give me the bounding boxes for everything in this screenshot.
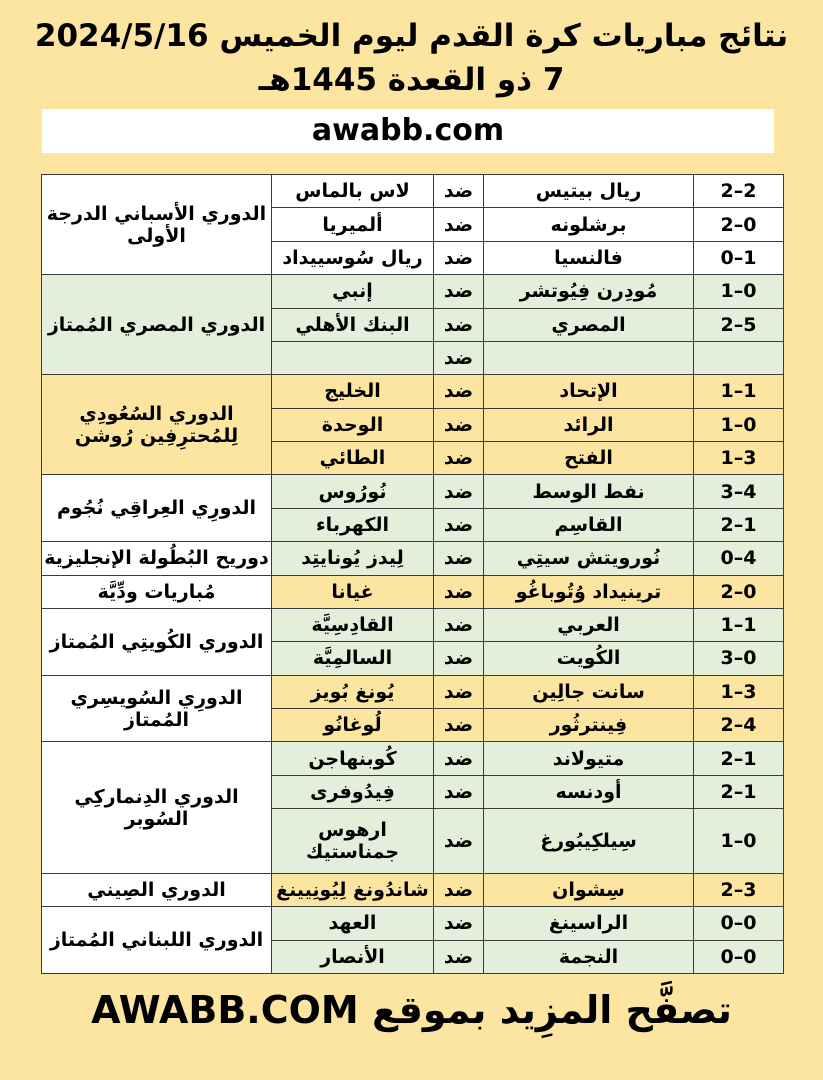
vs-label: ضد [434, 375, 484, 408]
vs-label: ضد [434, 575, 484, 608]
home-team: الفتح [484, 442, 694, 475]
home-team: النجمة [484, 940, 694, 973]
vs-label: ضد [434, 308, 484, 341]
vs-label: ضد [434, 442, 484, 475]
away-team: إنبي [272, 275, 434, 308]
match-score: 2–1 [694, 508, 784, 541]
match-score: 2–3 [694, 873, 784, 906]
league-name: الدوري اللبناني المُمتاز [42, 907, 272, 974]
away-team: البنك الأهلي [272, 308, 434, 341]
home-team: أودنسه [484, 775, 694, 808]
league-name: مُباريات ودِّيَّة [42, 575, 272, 608]
vs-label: ضد [434, 508, 484, 541]
home-team: الرائد [484, 408, 694, 441]
match-score: 1–1 [694, 608, 784, 641]
league-name: الدوري المصري المُمتاز [42, 275, 272, 375]
away-team: غيانا [272, 575, 434, 608]
match-score: 0–1 [694, 241, 784, 274]
match-score: 1–0 [694, 275, 784, 308]
league-name: الدوري الأسباني الدرجة الأولى [42, 175, 272, 275]
away-team: يُونغ بُويز [272, 675, 434, 708]
match-score: 2–5 [694, 308, 784, 341]
vs-label: ضد [434, 175, 484, 208]
vs-label: ضد [434, 275, 484, 308]
match-row [42, 575, 784, 608]
away-team: شاندُونغ لِيُونِيينغ [272, 873, 434, 906]
vs-label: ضد [434, 940, 484, 973]
away-team: السالمِيَّة [272, 642, 434, 675]
match-row [42, 475, 784, 508]
league-name: الدوري الدِنماركِي السُوبر [42, 742, 272, 873]
match-score: 2–2 [694, 175, 784, 208]
away-team: الوحدة [272, 408, 434, 441]
match-row [42, 907, 784, 940]
league-name: الدورِي السُويسِري المُمتاز [42, 675, 272, 742]
home-team: برشلونه [484, 208, 694, 241]
home-team: مُودِرن فِيُوتشر [484, 275, 694, 308]
home-team: الراسينغ [484, 907, 694, 940]
home-team: نفط الوسط [484, 475, 694, 508]
match-score: 0–0 [694, 907, 784, 940]
vs-label: ضد [434, 408, 484, 441]
vs-label: ضد [434, 341, 484, 374]
match-score: 1–3 [694, 675, 784, 708]
match-row [42, 175, 784, 208]
footer-promo: تصفَّح المزِيد بموقع AWABB.COM [91, 988, 732, 1032]
home-team: فالنسيا [484, 241, 694, 274]
match-row [42, 275, 784, 308]
title-line-date: نتائج مباريات كرة القدم ليوم الخميس 2024/5/16 [34, 18, 789, 54]
match-score: 2–1 [694, 775, 784, 808]
away-team: كُوبنهاجن [272, 742, 434, 775]
home-team [484, 341, 694, 374]
vs-label: ضد [434, 241, 484, 274]
home-team: نُورويتش سيتِي [484, 542, 694, 575]
vs-label: ضد [434, 709, 484, 742]
vs-label: ضد [434, 208, 484, 241]
match-score: 2–1 [694, 742, 784, 775]
match-score: 1–0 [694, 809, 784, 874]
away-team [272, 341, 434, 374]
match-score: 0–4 [694, 542, 784, 575]
match-score: 3–0 [694, 642, 784, 675]
away-team: الطائي [272, 442, 434, 475]
match-score: 0–0 [694, 940, 784, 973]
match-row [42, 608, 784, 641]
home-team: سانت جالِين [484, 675, 694, 708]
away-team: الأنصار [272, 940, 434, 973]
league-name: دوريح البُطُولة الإنجليزية [42, 542, 272, 575]
away-team: ألميريا [272, 208, 434, 241]
match-score: 2–4 [694, 709, 784, 742]
away-team: نُورُوس [272, 475, 434, 508]
league-name: الدوري الصِيني [42, 873, 272, 906]
match-row [42, 375, 784, 408]
match-score [694, 341, 784, 374]
match-row [42, 873, 784, 906]
title-line-hijri: 7 ذو القعدة 1445هـ [258, 62, 565, 98]
away-team: العهد [272, 907, 434, 940]
match-score: 3–4 [694, 475, 784, 508]
vs-label: ضد [434, 907, 484, 940]
home-team: سِشوان [484, 873, 694, 906]
match-row [42, 542, 784, 575]
results-table [41, 174, 784, 974]
vs-label: ضد [434, 809, 484, 874]
away-team: الكهرباء [272, 508, 434, 541]
home-team: ريال بيتيس [484, 175, 694, 208]
vs-label: ضد [434, 642, 484, 675]
away-team: الخليج [272, 375, 434, 408]
home-team: العربي [484, 608, 694, 641]
match-score: 2–0 [694, 575, 784, 608]
match-score: 1–3 [694, 442, 784, 475]
match-score: 2–0 [694, 208, 784, 241]
league-name: الدوري الكُويتِي المُمتاز [42, 608, 272, 675]
away-team: ريال سُوسييداد [272, 241, 434, 274]
match-row [42, 742, 784, 775]
league-name: الدوري السُعُودِي لِلمُحترِفِين رُوشن [42, 375, 272, 475]
home-team: فِينترثُور [484, 709, 694, 742]
vs-label: ضد [434, 475, 484, 508]
website-banner: awabb.com [42, 109, 774, 153]
home-team: ترينيداد وُتُوباغُو [484, 575, 694, 608]
away-team: فِيدُوفرى [272, 775, 434, 808]
match-score: 1–0 [694, 408, 784, 441]
match-score: 1–1 [694, 375, 784, 408]
page-title [0, 14, 823, 102]
home-team: المصري [484, 308, 694, 341]
vs-label: ضد [434, 742, 484, 775]
vs-label: ضد [434, 873, 484, 906]
vs-label: ضد [434, 608, 484, 641]
match-row [42, 675, 784, 708]
home-team: متيولاند [484, 742, 694, 775]
vs-label: ضد [434, 542, 484, 575]
home-team: سِيلكِيبُورغ [484, 809, 694, 874]
away-team: ارهوس جمناستيك [272, 809, 434, 874]
away-team: لاس بالماس [272, 175, 434, 208]
vs-label: ضد [434, 675, 484, 708]
vs-label: ضد [434, 775, 484, 808]
home-team: القاسِم [484, 508, 694, 541]
away-team: القادِسِيَّة [272, 608, 434, 641]
league-name: الدورِي العِراقِي نُجُوم [42, 475, 272, 542]
home-team: الإتحاد [484, 375, 694, 408]
away-team: لِيدز يُونايتِد [272, 542, 434, 575]
away-team: لُوغانُو [272, 709, 434, 742]
home-team: الكُويت [484, 642, 694, 675]
